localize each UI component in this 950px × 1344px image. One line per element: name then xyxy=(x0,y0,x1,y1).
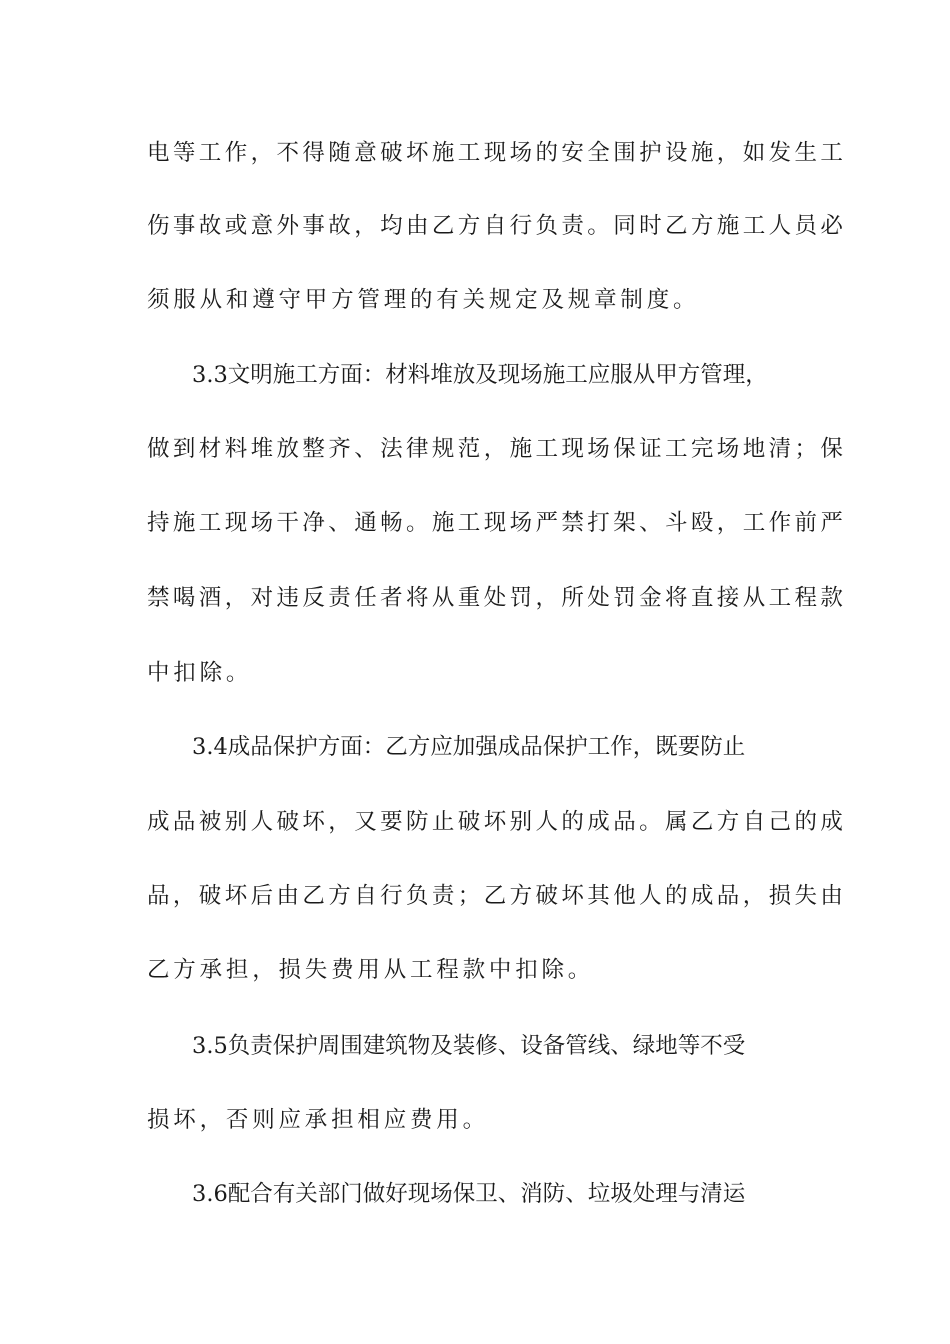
text-line: 3.4成品保护方面：乙方应加强成品保护工作，既要防止 xyxy=(192,734,746,760)
text-line: 3.6配合有关部门做好现场保卫、消防、垃圾处理与清运 xyxy=(192,1181,746,1207)
text-line: 3.5负责保护周围建筑物及装修、设备管线、绿地等不受 xyxy=(192,1033,746,1059)
text-line: 乙方承担，损失费用从工程款中扣除。 xyxy=(147,957,595,983)
text-line: 电等工作，不得随意破坏施工现场的安全围护设施，如发生工 xyxy=(147,140,847,166)
text-line: 3.3文明施工方面：材料堆放及现场施工应服从甲方管理， xyxy=(192,362,768,388)
text-line: 损坏，否则应承担相应费用。 xyxy=(147,1107,489,1133)
text-line: 中扣除。 xyxy=(147,660,253,686)
text-line: 禁喝酒，对违反责任者将从重处罚，所处罚金将直接从工程款 xyxy=(147,585,847,611)
text-line: 伤事故或意外事故，均由乙方自行负责。同时乙方施工人员必 xyxy=(147,213,847,239)
text-line: 成品被别人破坏，又要防止破坏别人的成品。属乙方自己的成 xyxy=(147,809,847,835)
text-line: 须服从和遵守甲方管理的有关规定及规章制度。 xyxy=(147,287,700,313)
text-line: 品，破坏后由乙方自行负责；乙方破坏其他人的成品，损失由 xyxy=(147,883,847,909)
text-line: 持施工现场干净、通畅。施工现场严禁打架、斗殴，工作前严 xyxy=(147,510,847,536)
text-line: 做到材料堆放整齐、法律规范，施工现场保证工完场地清；保 xyxy=(147,436,847,462)
